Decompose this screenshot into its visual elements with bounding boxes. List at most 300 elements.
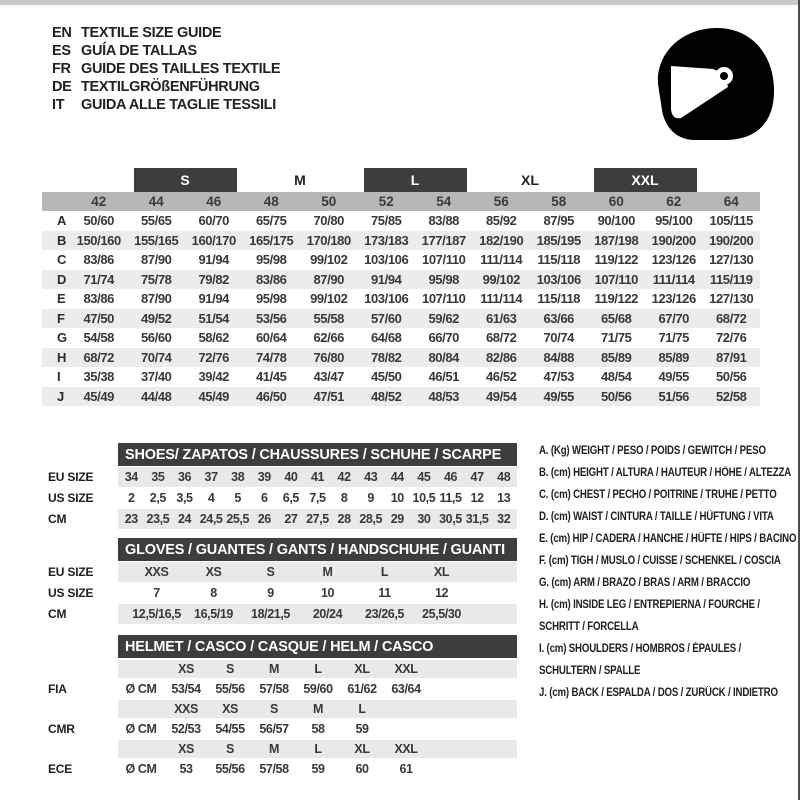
size-cell: 83/86: [83, 252, 115, 268]
helmet-size-cell: XXL: [394, 742, 418, 756]
size-cell: 62/66: [313, 330, 345, 346]
size-cell: 53/56: [255, 310, 287, 326]
sub-row-cells: [118, 509, 517, 529]
size-group-label: M: [294, 172, 306, 188]
sub-cell: 31,5: [465, 512, 489, 526]
size-row-label: F: [57, 310, 65, 326]
size-table-row: [42, 211, 760, 231]
size-row-label: G: [57, 330, 68, 346]
size-cell: 68/72: [715, 310, 747, 326]
sub-cell: 4: [207, 491, 215, 505]
size-cell: 107/110: [422, 291, 466, 307]
size-cell: 46/51: [428, 369, 460, 385]
size-cell: 60/64: [255, 330, 287, 346]
size-cell: 87/90: [140, 291, 172, 307]
size-table-row: [42, 367, 760, 387]
diameter-unit-cell: Ø CM: [125, 682, 157, 696]
size-cell: 45/49: [83, 388, 115, 404]
language-title: GUÍA DE TALLAS: [81, 43, 197, 59]
size-cell: 90/100: [597, 213, 635, 229]
size-number-cell: [42, 192, 70, 211]
sub-cell: 46: [443, 470, 458, 484]
helmet-size-cells: [118, 660, 517, 678]
size-cell: 66/70: [428, 330, 460, 346]
helmet-value-cell: 58: [311, 722, 325, 736]
size-cell: 46/52: [485, 369, 517, 385]
size-cell: 99/102: [310, 252, 348, 268]
size-row-label: J: [57, 388, 65, 404]
sub-cell: 39: [257, 470, 271, 484]
size-cell: 85/89: [600, 349, 632, 365]
size-cell: 123/126: [651, 252, 696, 268]
legend-item-line: E. (cm) HIP / CADERA / HANCHE / HÜFTE / HIPS / BACINO: [539, 533, 797, 545]
helmet-value-cell: 52/53: [171, 722, 201, 736]
sub-cell: 23: [124, 512, 138, 526]
size-cell: 50/56: [600, 388, 632, 404]
size-cell: 35/38: [83, 369, 115, 385]
size-row-label: E: [57, 291, 66, 307]
size-cell: 95/98: [428, 271, 460, 287]
size-cell: 76/80: [313, 349, 345, 365]
size-table-row: [42, 309, 760, 329]
size-cell: 45/50: [370, 369, 402, 385]
size-group-label: XXL: [594, 168, 697, 192]
language-code: ES: [52, 43, 71, 59]
size-cell: 78/82: [370, 349, 402, 365]
size-cell: 59/62: [428, 310, 460, 326]
sub-cell: 12: [470, 491, 484, 505]
language-title: TEXTILE SIZE GUIDE: [81, 25, 222, 41]
textile-size-table: [42, 168, 760, 406]
sub-cell: 5: [234, 491, 241, 505]
size-cell: 95/98: [255, 252, 287, 268]
size-cell: 49/54: [485, 388, 517, 404]
size-cell: 103/106: [536, 271, 581, 287]
size-group-label: L: [364, 168, 467, 192]
language-row: [52, 78, 280, 96]
size-cell: 41/45: [255, 369, 287, 385]
helmet-size-cells: [118, 700, 517, 718]
sub-cell: 47: [470, 470, 484, 484]
size-cell: 74/78: [255, 349, 287, 365]
helmet-size-cell: S: [270, 702, 278, 716]
sub-row-label: CM: [48, 512, 67, 526]
size-number-cell: 58: [551, 194, 567, 209]
size-cell: 48/53: [428, 388, 460, 404]
size-cell: 115/118: [537, 252, 581, 268]
size-cell: 173/183: [364, 232, 409, 248]
sub-row-label: CM: [48, 607, 67, 621]
sub-cell: 23/26,5: [365, 607, 404, 621]
helmet-table-rows: [48, 660, 517, 778]
helmet-value-cell: 63/64: [391, 682, 421, 696]
size-cell: 91/94: [370, 271, 402, 287]
size-cell: 58/62: [198, 330, 230, 346]
language-code: IT: [52, 97, 65, 113]
spacer-cell: [118, 604, 128, 624]
size-number-cell: 64: [723, 194, 739, 209]
helmet-value-cell: 59: [311, 762, 325, 776]
sub-row-label: US SIZE: [48, 586, 94, 600]
language-code: FR: [52, 61, 71, 77]
spacer-cell: [118, 740, 164, 758]
spacer-cell: [118, 583, 128, 603]
sub-cell: 27: [284, 512, 298, 526]
language-code: EN: [52, 25, 72, 41]
size-cell: 50/60: [83, 213, 115, 229]
sub-table-row: [48, 467, 517, 487]
size-cell: 103/106: [364, 252, 409, 268]
sub-cell: 36: [177, 470, 192, 484]
size-cell: 61/63: [485, 310, 517, 326]
size-cell: 155/165: [134, 232, 179, 248]
size-cell: 68/72: [485, 330, 517, 346]
size-cell: 65/68: [600, 310, 632, 326]
helmet-table-title: HELMET / CASCO / CASQUE / HELM / CASCO: [118, 635, 517, 658]
size-cell: 95/100: [655, 213, 693, 229]
gloves-table-title: GLOVES / GUANTES / GANTS / HANDSCHUHE / GUANTI: [118, 538, 517, 561]
legend-item-line: C. (cm) CHEST / PECHO / POITRINE / TRUHE / PETTO: [539, 489, 777, 501]
sub-cell: 41: [310, 470, 325, 484]
size-cell: 111/114: [480, 291, 523, 307]
legend-item-line: B. (cm) HEIGHT / ALTURA / HAUTEUR / HÖHE / ALTEZZA: [539, 467, 792, 479]
size-cell: 87/90: [140, 252, 172, 268]
sub-cell: 34: [124, 470, 138, 484]
sub-cell: 8: [210, 586, 217, 600]
sub-cell: 11: [378, 586, 391, 600]
spacer-cell: [118, 660, 164, 678]
sub-cell: 45: [417, 470, 431, 484]
helmet-size-cell: XS: [178, 742, 194, 756]
helmet-size-cell: S: [226, 662, 234, 676]
helmet-size-cell: XXL: [394, 662, 418, 676]
size-cell: 105/115: [709, 213, 753, 229]
sub-row-label: [48, 740, 118, 758]
certification-label: ECE: [48, 762, 73, 776]
size-cell: 57/60: [370, 310, 402, 326]
language-row: [52, 42, 280, 60]
size-cell: 103/106: [364, 291, 409, 307]
size-cell: 170/180: [306, 232, 351, 248]
size-row-label: C: [57, 252, 67, 268]
size-cell: 47/53: [543, 369, 575, 385]
sub-cell: 20/24: [312, 607, 343, 621]
sub-table-row: [48, 509, 517, 529]
sub-row-cells: [118, 604, 517, 624]
helmet-value-row: [48, 680, 517, 698]
helmet-size-cell: L: [314, 742, 322, 756]
size-cell: 82/86: [485, 349, 517, 365]
size-cell: 177/187: [421, 232, 466, 248]
size-cell: 190/200: [709, 232, 754, 248]
size-table-row: [42, 270, 760, 290]
sub-cell: 6,5: [282, 491, 299, 505]
size-cell: 48/52: [370, 388, 402, 404]
sub-cell: 42: [337, 470, 351, 484]
size-cell: 160/170: [191, 232, 236, 248]
legend-item-line: SCHULTERN / SPALLE: [539, 665, 641, 677]
helmet-value-cell: 60: [355, 762, 369, 776]
sub-cell: 37: [204, 470, 218, 484]
language-row: [52, 24, 280, 42]
size-cell: 115/119: [709, 271, 753, 287]
size-cell: 49/55: [543, 388, 575, 404]
legend-item-line: J. (cm) BACK / ESPALDA / DOS / ZURÜCK / INDIETRO: [539, 687, 778, 699]
size-number-cell: 48: [263, 194, 279, 209]
size-cell: 95/98: [255, 291, 287, 307]
size-cell: 111/114: [480, 252, 523, 268]
helmet-size-cell: XL: [354, 742, 370, 756]
helmet-value-cell: 57/58: [259, 682, 289, 696]
sub-cell: 24,5: [199, 512, 223, 526]
sub-table-row: [48, 604, 517, 624]
size-cell: 87/95: [543, 213, 575, 229]
size-cell: 45/49: [198, 388, 230, 404]
size-cell: 91/94: [198, 291, 230, 307]
sub-cell: 48: [497, 470, 511, 484]
size-cell: 123/126: [651, 291, 696, 307]
language-code: DE: [52, 79, 72, 95]
sub-cell: 16,5/19: [194, 607, 233, 621]
size-cell: 49/55: [658, 369, 690, 385]
size-cell: 165/175: [249, 232, 294, 248]
helmet-value-cell: 59: [355, 722, 369, 736]
sub-cell: 23,5: [146, 512, 170, 526]
sub-cell: 35: [151, 470, 165, 484]
sub-cell: 24: [177, 512, 192, 526]
sub-row-cells: [118, 583, 517, 603]
size-cell: 119/122: [594, 291, 638, 307]
helmet-value-row: [48, 760, 517, 778]
language-row: [52, 60, 280, 78]
helmet-value-cell: [384, 720, 428, 738]
legend-item-line: D. (cm) WAIST / CINTURA / TAILLE / HÜFTUNG / VITA: [539, 511, 774, 523]
legend-item-line: H. (cm) INSIDE LEG / ENTREPIERNA / FOURCHE /: [539, 599, 760, 611]
legend-item-line: A. (Kg) WEIGHT / PESO / POIDS / GEWITCH / PESO: [539, 445, 766, 457]
size-cell: 72/76: [198, 349, 230, 365]
size-group-row: [42, 168, 760, 192]
legend-item-line: F. (cm) TIGH / MUSLO / CUISSE / SCHENKEL / COSCIA: [539, 555, 781, 567]
helmet-size-row: [48, 700, 517, 718]
size-cell: 71/75: [600, 330, 632, 346]
size-cell: 75/78: [140, 271, 172, 287]
spacer-cell: [118, 562, 128, 582]
sub-table-row: [48, 562, 517, 582]
size-number-cell: 54: [436, 194, 452, 209]
helmet-icon: [655, 26, 777, 144]
helmet-size-cell: M: [268, 742, 279, 756]
sub-cell: 11,5: [439, 491, 462, 505]
size-cell: 182/190: [479, 232, 524, 248]
size-cell: 49/52: [140, 310, 172, 326]
size-cell: 85/89: [658, 349, 690, 365]
sub-cell: 25,5: [226, 512, 250, 526]
size-cell: 60/70: [198, 213, 230, 229]
size-number-cell: 56: [493, 194, 509, 209]
size-cell: 50/56: [715, 369, 747, 385]
sub-row-label: EU SIZE: [48, 565, 94, 579]
size-cell: 111/114: [652, 271, 695, 287]
sub-cell: XXS: [144, 565, 169, 579]
textile-size-rows: [42, 211, 760, 406]
size-cell: 72/76: [715, 330, 747, 346]
size-cell: 85/92: [485, 213, 517, 229]
size-cell: 87/90: [313, 271, 345, 287]
size-cell: 75/85: [370, 213, 402, 229]
sub-cell: 2: [128, 491, 135, 505]
size-cell: 67/70: [658, 310, 690, 326]
language-title: GUIDE DES TAILLES TEXTILE: [81, 61, 281, 77]
sub-cell: XS: [205, 565, 222, 579]
sub-row-label: [48, 700, 118, 718]
diameter-unit-cell: Ø CM: [125, 722, 157, 736]
sub-cell: 32: [497, 512, 511, 526]
size-cell: 185/195: [536, 232, 581, 248]
size-row-label: I: [57, 369, 61, 385]
helmet-value-cell: 54/55: [215, 722, 245, 736]
size-number-cell: 46: [206, 194, 222, 209]
size-cell: 65/75: [255, 213, 287, 229]
helmet-value-cell: 61: [399, 762, 413, 776]
size-number-cell: 62: [666, 194, 682, 209]
size-table-row: [42, 387, 760, 407]
sub-cell: 3,5: [176, 491, 193, 505]
size-cell: 91/94: [198, 252, 230, 268]
size-number-cell: 50: [321, 194, 337, 209]
size-cell: 52/58: [715, 388, 747, 404]
size-number-row: [42, 192, 760, 211]
size-cell: 83/86: [255, 271, 287, 287]
sub-cell: 43: [364, 470, 378, 484]
helmet-value-row: [48, 720, 517, 738]
sub-cell: 30: [417, 512, 431, 526]
helmet-value-cells: [118, 760, 517, 778]
size-cell: 70/74: [543, 330, 575, 346]
sub-cell: 40: [284, 470, 298, 484]
size-row-label: D: [57, 271, 67, 287]
size-cell: 71/74: [83, 271, 115, 287]
language-row: [52, 96, 280, 114]
sub-row-label: [48, 660, 118, 678]
sub-cell: 38: [231, 470, 245, 484]
size-cell: 37/40: [140, 369, 172, 385]
helmet-size-cell: S: [226, 742, 234, 756]
sub-cell: 26: [257, 512, 271, 526]
helmet-size-cell: L: [314, 662, 322, 676]
legend-item-line: SCHRITT / FORCELLA: [539, 621, 639, 633]
size-cell: 187/198: [594, 232, 639, 248]
sub-cell: 29: [390, 512, 404, 526]
sub-cell: 9: [267, 586, 274, 600]
size-group-label: S: [134, 168, 237, 192]
helmet-size-cell: L: [358, 702, 366, 716]
size-number-cell: 44: [148, 194, 164, 209]
helmet-value-cell: 59/60: [303, 682, 333, 696]
helmet-size-cell: XS: [178, 662, 194, 676]
measurement-legend: [539, 440, 795, 704]
language-title: TEXTILGRÖßENFÜHRUNG: [81, 79, 260, 95]
size-cell: 47/50: [83, 310, 115, 326]
size-table-row: [42, 231, 760, 251]
helmet-value-cells: [118, 720, 517, 738]
sub-cell: 10: [390, 491, 404, 505]
size-table-row: [42, 328, 760, 348]
sub-cell: 7: [153, 586, 160, 600]
size-cell: 127/130: [709, 291, 754, 307]
size-cell: 64/68: [370, 330, 402, 346]
sub-cell: L: [380, 565, 389, 579]
size-cell: 48/54: [600, 369, 632, 385]
size-cell: 47/51: [313, 388, 345, 404]
size-row-label: A: [57, 213, 67, 229]
helmet-size-cells: [118, 740, 517, 758]
size-cell: 127/130: [709, 252, 754, 268]
language-title-list: [52, 24, 280, 114]
sub-row-cells: [118, 562, 517, 582]
sub-cell: M: [322, 565, 333, 579]
size-cell: 70/80: [313, 213, 345, 229]
sub-row-label: EU SIZE: [48, 470, 94, 484]
legend-item-line: G. (cm) ARM / BRAZO / BRAS / ARM / BRACCIO: [539, 577, 751, 589]
sub-cell: 30,5: [439, 512, 462, 526]
helmet-size-row: [48, 740, 517, 758]
helmet-size-cell: XS: [222, 702, 238, 716]
size-group-label: XL: [521, 172, 539, 188]
size-cell: 71/75: [658, 330, 690, 346]
shoes-table-rows: [48, 467, 517, 529]
helmet-value-cell: 55/56: [215, 762, 245, 776]
size-cell: 115/118: [537, 291, 581, 307]
certification-label: FIA: [48, 682, 67, 696]
sub-cell: 10: [320, 586, 335, 600]
size-cell: 79/82: [198, 271, 230, 287]
size-cell: 119/122: [594, 252, 638, 268]
shoes-size-table: [48, 443, 517, 529]
sub-table-row: [48, 583, 517, 603]
spacer-cell: [118, 700, 164, 718]
sub-cell: 28: [337, 512, 351, 526]
size-cell: 43/47: [313, 369, 345, 385]
size-cell: 83/86: [83, 291, 115, 307]
size-table-row: [42, 250, 760, 270]
sub-cell: 18/21,5: [251, 607, 290, 621]
helmet-value-cell: 56/57: [259, 722, 289, 736]
helmet-size-table: [48, 635, 517, 778]
sub-cell: 44: [390, 470, 404, 484]
sub-row-cells: [118, 467, 517, 487]
legend-item-line: I. (cm) SHOULDERS / HOMBROS / ÉPAULES /: [539, 643, 742, 655]
gloves-size-table: [48, 538, 517, 624]
sub-cell: 12,5/16,5: [132, 607, 181, 621]
size-table-row: [42, 289, 760, 309]
size-cell: 39/42: [198, 369, 230, 385]
size-cell: 87/91: [715, 349, 747, 365]
size-cell: 51/56: [658, 388, 690, 404]
sub-cell: 12: [434, 586, 449, 600]
size-cell: 63/66: [543, 310, 575, 326]
shoes-table-title: SHOES/ ZAPATOS / CHAUSSURES / SCHUHE / SCARPE: [118, 443, 517, 466]
helmet-size-cell: [384, 700, 428, 718]
helmet-value-cell: 53/54: [171, 682, 201, 696]
sub-cell: 27,5: [306, 512, 329, 526]
size-cell: 107/110: [422, 252, 466, 268]
size-cell: 190/200: [651, 232, 696, 248]
size-cell: 80/84: [428, 349, 460, 365]
size-cell: 99/102: [310, 291, 348, 307]
size-cell: 55/58: [313, 310, 345, 326]
size-cell: 54/58: [83, 330, 115, 346]
size-cell: 44/48: [140, 388, 172, 404]
